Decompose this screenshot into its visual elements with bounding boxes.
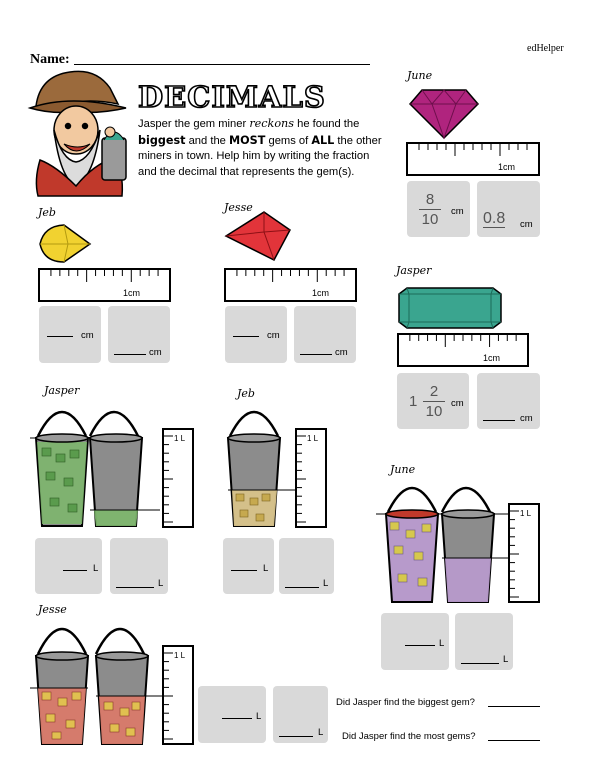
intro-part-3: and the	[185, 134, 230, 147]
jesse-decimal-unit: cm	[335, 347, 348, 358]
answer-biggest-field[interactable]	[488, 706, 540, 707]
jasper-fraction-denominator: 10	[425, 403, 443, 420]
jeb-buckets-fraction-unit: L	[263, 563, 269, 574]
jesse-ruler	[224, 268, 357, 302]
june-buckets-fraction-box[interactable]	[381, 613, 449, 670]
jesse-buckets-decimal-box[interactable]	[273, 686, 328, 743]
name-label: Name:	[30, 52, 70, 67]
jasper-decimal-unit: cm	[520, 413, 533, 424]
jesse-buckets-decimal-unit: L	[318, 727, 324, 738]
jesse-gem-icon	[224, 210, 292, 262]
question-biggest: Did Jasper find the biggest gem?	[336, 697, 475, 708]
intro-part-5: the other miners in town. Help him by writing the fraction and the decimal that represents the gem(s).	[138, 134, 382, 178]
intro-text	[138, 116, 384, 180]
jesse-gem-name: Jesse	[224, 201, 253, 214]
intro-part-1: Jasper the gem miner	[138, 118, 250, 130]
june-buckets-decimal-box[interactable]	[455, 613, 513, 670]
jasper-miner-illustration	[30, 68, 140, 196]
intro-part-2: he found the	[294, 118, 360, 130]
june-fraction-box	[407, 181, 470, 237]
june-decimal: 0.8	[483, 210, 506, 227]
jasper-buckets-decimal-unit: L	[158, 578, 164, 589]
jeb-ruler	[38, 268, 171, 302]
jesse-buckets-name: Jesse	[38, 603, 67, 616]
june-decimal-unit: cm	[520, 219, 533, 230]
jeb-buckets-decimal-unit: L	[323, 578, 329, 589]
jasper-ruler	[397, 333, 529, 367]
june-fraction-numerator: 8	[425, 191, 435, 208]
jesse-fraction-box[interactable]	[225, 306, 287, 363]
brand-label: edHelper	[527, 43, 564, 54]
june-ruler-label: 1cm	[498, 162, 516, 172]
june-decimal-box	[477, 181, 540, 237]
intro-reckons: reckons	[249, 117, 295, 130]
jasper-gem-icon	[397, 286, 505, 330]
jasper-fraction-box	[397, 373, 469, 429]
june-fraction	[419, 191, 441, 228]
june-fraction-unit: cm	[451, 206, 464, 217]
jeb-gem-name: Jeb	[38, 206, 56, 219]
jesse-buckets-fraction-box[interactable]	[198, 686, 266, 743]
jasper-buckets-name: Jasper	[44, 384, 80, 397]
jasper-fraction	[423, 383, 445, 420]
jeb-decimal-box[interactable]	[108, 306, 170, 363]
jeb-bucket-scale	[295, 428, 327, 528]
june-scale-label: 1 L	[520, 509, 532, 518]
intro-all: ALL	[311, 133, 335, 147]
jasper-buckets-fraction-unit: L	[93, 563, 99, 574]
jesse-decimal-box[interactable]	[294, 306, 356, 363]
intro-biggest: biggest	[138, 133, 186, 147]
jasper-fraction-unit: cm	[451, 398, 464, 409]
jeb-decimal-unit: cm	[149, 347, 162, 358]
jasper-buckets-decimal-box[interactable]	[110, 538, 168, 594]
june-ruler	[406, 142, 540, 176]
jasper-mixed-whole: 1	[409, 393, 418, 410]
jeb-scale-label: 1 L	[307, 434, 319, 443]
jeb-buckets-name: Jeb	[237, 387, 255, 400]
june-fraction-denominator: 10	[421, 211, 439, 228]
name-field[interactable]	[74, 64, 370, 65]
question-most: Did Jasper find the most gems?	[342, 731, 476, 742]
jeb-ruler-label: 1cm	[123, 288, 141, 298]
june-bucket-scale	[508, 503, 540, 603]
jesse-bucket-scale	[162, 645, 194, 745]
june-buckets-fraction-unit: L	[439, 638, 445, 649]
jasper-scale-label: 1 L	[174, 434, 186, 443]
jesse-scale-label: 1 L	[174, 651, 186, 660]
jeb-fraction-box[interactable]	[39, 306, 101, 363]
intro-part-4: gems of	[265, 134, 312, 147]
jesse-buckets-fraction-unit: L	[256, 711, 262, 722]
jesse-ruler-label: 1cm	[312, 288, 330, 298]
jasper-bucket-scale	[162, 428, 194, 528]
jasper-gem-name: Jasper	[396, 264, 432, 277]
june-buckets-name: June	[390, 463, 416, 476]
june-gem-name: June	[407, 69, 433, 82]
jasper-buckets-fraction-box[interactable]	[35, 538, 102, 594]
jeb-gem-icon	[38, 222, 94, 264]
jeb-buckets-fraction-box[interactable]	[223, 538, 274, 594]
intro-most: MOST	[229, 133, 266, 147]
jeb-fraction-unit: cm	[81, 330, 94, 341]
june-buckets-decimal-unit: L	[503, 654, 509, 665]
june-gem-icon	[406, 84, 482, 140]
page-title: DECIMALS	[138, 80, 326, 114]
answer-most-field[interactable]	[488, 740, 540, 741]
jesse-fraction-unit: cm	[267, 330, 280, 341]
jasper-decimal-box[interactable]	[477, 373, 540, 429]
jasper-ruler-label: 1cm	[483, 353, 501, 363]
jasper-fraction-numerator: 2	[429, 383, 439, 400]
jeb-buckets-decimal-box[interactable]	[279, 538, 334, 594]
